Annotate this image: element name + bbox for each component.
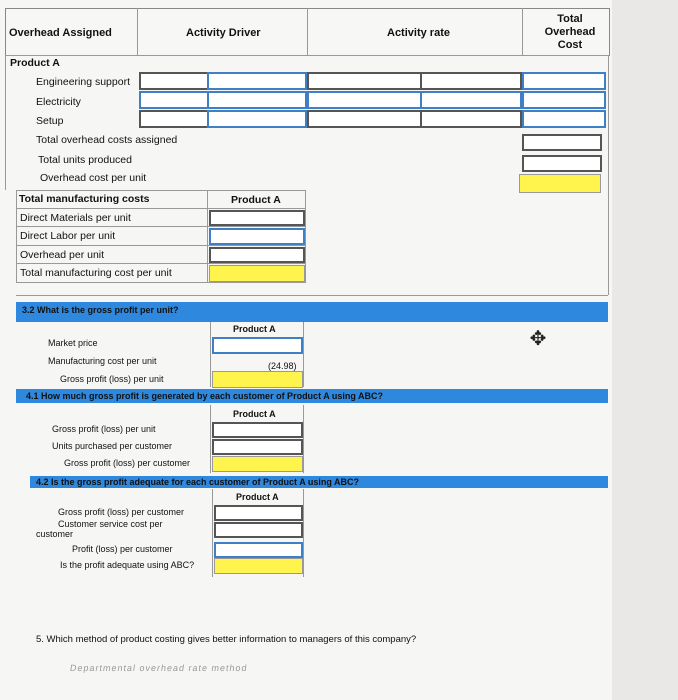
setup-rate-input-2[interactable] bbox=[420, 110, 522, 128]
direct-labor-label: Direct Labor per unit bbox=[20, 230, 116, 242]
engineering-cost-input[interactable] bbox=[522, 72, 606, 90]
engineering-support-label: Engineering support bbox=[36, 76, 130, 88]
engineering-rate-input-2[interactable] bbox=[420, 72, 522, 90]
electricity-driver-input-2[interactable] bbox=[207, 91, 307, 109]
electricity-label: Electricity bbox=[36, 96, 81, 108]
q41-gross-profit-unit-label: Gross profit (loss) per unit bbox=[52, 424, 156, 434]
units-per-customer-label: Units purchased per customer bbox=[52, 441, 173, 451]
total-mfg-cost-unit-label: Total manufacturing cost per unit bbox=[20, 267, 172, 279]
gross-profit-customer-label: Gross profit (loss) per customer bbox=[64, 458, 191, 468]
setup-driver-input[interactable] bbox=[139, 110, 209, 128]
q32-product-a-header: Product A bbox=[233, 324, 276, 334]
engineering-driver-input[interactable] bbox=[139, 72, 209, 90]
header-activity-rate: Activity rate bbox=[387, 27, 450, 39]
market-price-label: Market price bbox=[48, 338, 98, 348]
overhead-per-unit-label: Overhead cost per unit bbox=[40, 172, 147, 184]
product-a-label: Product A bbox=[10, 57, 60, 69]
profit-adequate-label: Is the profit adequate using ABC? bbox=[60, 560, 195, 570]
direct-materials-input[interactable] bbox=[209, 210, 305, 226]
q42-gross-profit-customer-label: Gross profit (loss) per customer bbox=[58, 507, 185, 517]
mfg-cost-unit-label: Manufacturing cost per unit bbox=[48, 356, 157, 366]
q42-question: 4.2 Is the gross profit adequate for each customer of Product A using ABC? bbox=[36, 477, 360, 487]
q5-question: 5. Which method of product costing gives better information to managers of this company? bbox=[36, 634, 417, 645]
q32-question: 3.2 What is the gross profit per unit? bbox=[22, 305, 179, 315]
mfg-cost-unit-value: (24.98) bbox=[268, 361, 297, 371]
q5-option[interactable]: Departmental overhead rate method bbox=[69, 663, 249, 673]
setup-rate-input[interactable] bbox=[307, 110, 422, 128]
mfg-product-a-header: Product A bbox=[231, 194, 281, 206]
setup-label: Setup bbox=[36, 115, 64, 127]
profit-per-customer-input[interactable] bbox=[214, 542, 303, 558]
overhead-unit-input[interactable] bbox=[209, 247, 305, 263]
q41-gross-profit-unit-input[interactable] bbox=[212, 422, 303, 438]
engineering-driver-input-2[interactable] bbox=[207, 72, 307, 90]
header-activity-driver: Activity Driver bbox=[186, 27, 261, 39]
gross-profit-unit-label: Gross profit (loss) per unit bbox=[60, 374, 164, 384]
units-per-customer-input[interactable] bbox=[212, 439, 303, 455]
electricity-rate-input[interactable] bbox=[307, 91, 422, 109]
header-overhead-assigned: Overhead Assigned bbox=[9, 27, 112, 39]
customer-service-cost-label: Customer service cost per bbox=[58, 519, 163, 529]
setup-driver-input-2[interactable] bbox=[207, 110, 307, 128]
q41-question: 4.1 How much gross profit is generated by each customer of Product A using ABC? bbox=[26, 391, 384, 401]
customer-service-cost-input[interactable] bbox=[214, 522, 303, 538]
q41-product-a-header: Product A bbox=[233, 409, 276, 419]
setup-cost-input[interactable] bbox=[522, 110, 606, 128]
market-price-input[interactable] bbox=[212, 337, 303, 354]
overhead-per-unit-output[interactable] bbox=[519, 174, 601, 193]
total-units-input[interactable] bbox=[522, 155, 602, 172]
direct-materials-label: Direct Materials per unit bbox=[20, 212, 131, 224]
total-mfg-costs-label: Total manufacturing costs bbox=[19, 193, 150, 205]
total-overhead-assigned-label: Total overhead costs assigned bbox=[36, 134, 178, 146]
gross-profit-customer-output[interactable] bbox=[212, 456, 303, 472]
electricity-driver-input[interactable] bbox=[139, 91, 209, 109]
header-total-overhead-cost: Total Overhead Cost bbox=[544, 13, 596, 51]
overhead-unit-label: Overhead per unit bbox=[20, 249, 105, 261]
engineering-rate-input[interactable] bbox=[307, 72, 422, 90]
move-cursor-icon: ✥ bbox=[529, 328, 547, 350]
customer-service-cost-label-2: customer bbox=[36, 529, 74, 539]
profit-per-customer-label: Profit (loss) per customer bbox=[72, 544, 173, 554]
q42-gross-profit-customer-input[interactable] bbox=[214, 505, 303, 521]
total-units-produced-label: Total units produced bbox=[38, 154, 132, 166]
q42-product-a-header: Product A bbox=[236, 492, 279, 502]
total-mfg-cost-output[interactable] bbox=[209, 265, 305, 282]
total-overhead-input[interactable] bbox=[522, 134, 602, 151]
profit-adequate-output[interactable] bbox=[214, 558, 303, 574]
electricity-cost-input[interactable] bbox=[522, 91, 606, 109]
direct-labor-input[interactable] bbox=[209, 228, 305, 245]
electricity-rate-input-2[interactable] bbox=[420, 91, 522, 109]
gross-profit-unit-output[interactable] bbox=[212, 371, 303, 388]
